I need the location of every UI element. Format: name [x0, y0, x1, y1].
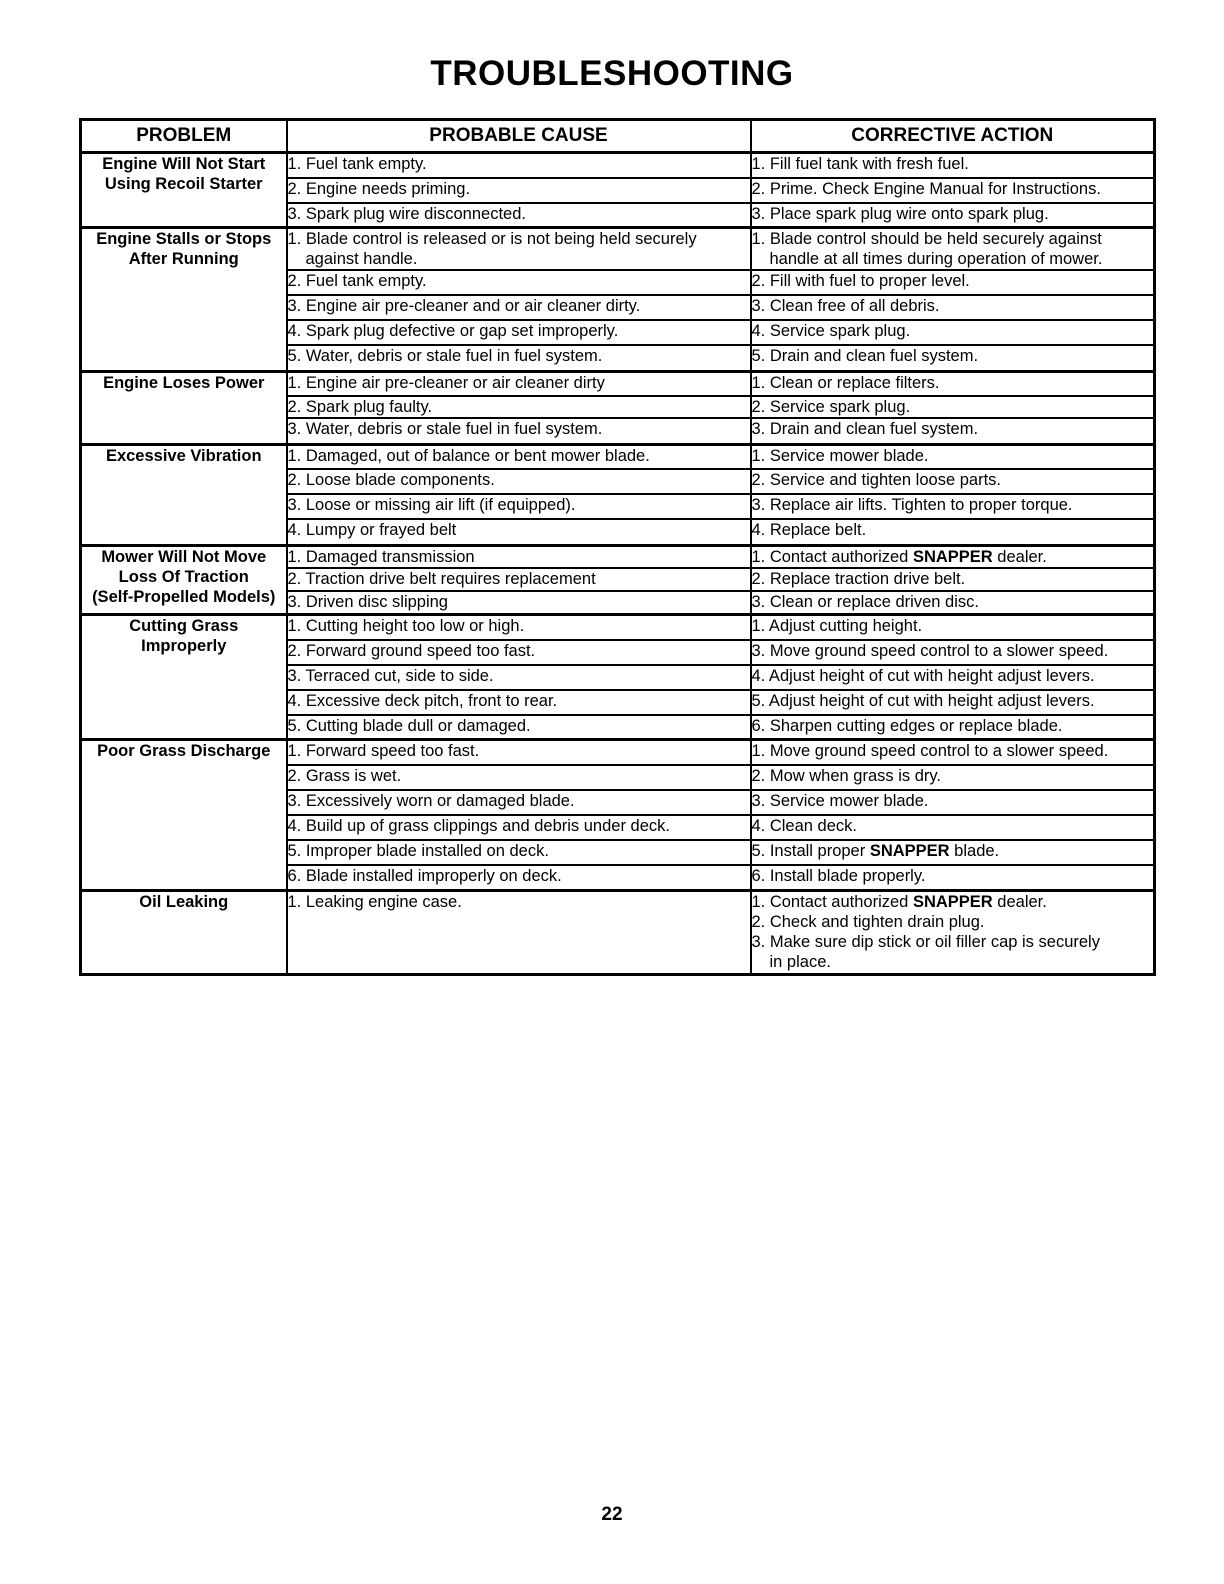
corrective-action-cell [751, 615, 1155, 640]
probable-cause-cell [287, 665, 751, 690]
action-text-post: dealer. [992, 547, 1047, 566]
brand-name: SNAPPER [869, 841, 950, 860]
action-text-continued: handle at all times during operation of mower. [769, 250, 1103, 268]
page-title: TROUBLESHOOTING [430, 54, 794, 93]
probable-cause-cell [287, 178, 751, 203]
corrective-action-cell [751, 815, 1155, 840]
action-text: 6. Install blade properly. [751, 866, 926, 885]
table-row [81, 153, 1155, 178]
probable-cause-cell [287, 519, 751, 545]
action-text: 4. Clean deck. [751, 816, 857, 835]
probable-cause-cell [287, 715, 751, 740]
corrective-action-cell [751, 371, 1155, 396]
action-text [752, 547, 1154, 567]
action-text: 5. Drain and clean fuel system. [751, 347, 979, 365]
probable-cause-cell [287, 418, 751, 444]
action-text [752, 892, 1154, 912]
action-text [752, 841, 1154, 861]
table-row [81, 371, 1155, 396]
problem-label: Cutting Grass Improperly [129, 617, 239, 655]
probable-cause-cell [287, 345, 751, 371]
corrective-action-cell [751, 891, 1155, 975]
brand-name: SNAPPER [912, 893, 993, 911]
action-text: 1. Adjust cutting height. [751, 617, 923, 635]
cause-text: 5. Cutting blade dull or damaged. [287, 716, 531, 735]
cause-text: 4. Build up of grass clippings and debris under deck. [287, 816, 670, 835]
corrective-action-cell [751, 418, 1155, 444]
probable-cause-cell [287, 203, 751, 228]
corrective-action-cell [751, 591, 1155, 615]
probable-cause-cell [287, 153, 751, 178]
action-text-continued: in place. [769, 953, 831, 971]
cause-text: 3. Engine air pre-cleaner and or air cleaner dirty. [287, 297, 641, 315]
header-probable-cause: PROBABLE CAUSE [287, 120, 751, 153]
action-text: 3. Replace air lifts. Tighten to proper torque. [751, 496, 1073, 514]
action-text: 3. Move ground speed control to a slower speed. [751, 641, 1109, 660]
corrective-action-cell [751, 153, 1155, 178]
probable-cause-cell [287, 545, 751, 568]
action-text: 2. Prime. Check Engine Manual for Instructions. [751, 179, 1101, 198]
action-text: 2. Service and tighten loose parts. [751, 471, 1001, 489]
probable-cause-cell [287, 591, 751, 615]
probable-cause-cell [287, 891, 751, 975]
problem-label: Poor Grass Discharge [97, 742, 271, 760]
corrective-action-cell [751, 640, 1155, 665]
problem-label: Oil Leaking [139, 893, 229, 911]
problem-label: Engine Will Not Start Using Recoil Starter [102, 155, 266, 193]
probable-cause-cell [287, 790, 751, 815]
corrective-action-cell [751, 444, 1155, 469]
corrective-action-cell [751, 320, 1155, 345]
cause-text: 1. Blade control is released or is not being held securely [287, 230, 697, 248]
problem-cell [81, 444, 287, 545]
action-text: 3. Service mower blade. [751, 791, 929, 810]
problem-cell [81, 153, 287, 228]
brand-name: SNAPPER [912, 547, 993, 566]
action-text: 1. Move ground speed control to a slower speed. [751, 742, 1109, 760]
action-text: 2. Service spark plug. [751, 398, 911, 416]
corrective-action-cell [751, 790, 1155, 815]
action-text: 2. Fill with fuel to proper level. [751, 272, 970, 290]
table-row [81, 444, 1155, 469]
cause-text: 3. Terraced cut, side to side. [287, 666, 494, 685]
corrective-action-cell [751, 519, 1155, 545]
corrective-action-cell [751, 545, 1155, 568]
action-text-post: dealer. [992, 893, 1047, 911]
cause-text: 2. Loose blade components. [287, 471, 495, 489]
probable-cause-cell [287, 371, 751, 396]
corrective-action-cell [751, 396, 1155, 418]
corrective-action-cell [751, 715, 1155, 740]
probable-cause-cell [287, 840, 751, 865]
probable-cause-cell [287, 469, 751, 494]
probable-cause-cell [287, 640, 751, 665]
corrective-action-cell [751, 228, 1155, 271]
problem-label: Engine Loses Power [103, 373, 265, 392]
problem-cell [81, 891, 287, 975]
probable-cause-cell [287, 615, 751, 640]
action-text: 1. Blade control should be held securely against [751, 230, 1102, 248]
cause-text: 1. Forward speed too fast. [287, 742, 480, 760]
cause-text-continued: against handle. [305, 250, 418, 268]
cause-text: 3. Loose or missing air lift (if equipped). [287, 496, 576, 514]
action-text: 3. Clean free of all debris. [751, 297, 940, 315]
table-row [81, 545, 1155, 568]
problem-cell [81, 371, 287, 444]
cause-text: 3. Driven disc slipping [287, 592, 448, 611]
cause-text: 6. Blade installed improperly on deck. [287, 866, 562, 885]
corrective-action-cell [751, 345, 1155, 371]
probable-cause-cell [287, 494, 751, 519]
probable-cause-cell [287, 320, 751, 345]
corrective-action-cell [751, 865, 1155, 891]
probable-cause-cell [287, 740, 751, 765]
action-text: 5. Adjust height of cut with height adjust levers. [751, 691, 1095, 710]
action-text: 3. Clean or replace driven disc. [751, 592, 979, 611]
probable-cause-cell [287, 568, 751, 591]
action-text: 1. Clean or replace filters. [751, 373, 940, 392]
problem-cell [81, 615, 287, 740]
action-text-pre: 1. Contact authorized [751, 547, 913, 566]
action-text-post: blade. [949, 841, 1000, 860]
probable-cause-cell [287, 228, 751, 271]
cause-text: 4. Excessive deck pitch, front to rear. [287, 691, 558, 710]
corrective-action-cell [751, 840, 1155, 865]
corrective-action-cell [751, 740, 1155, 765]
problem-cell [81, 740, 287, 891]
table-row [81, 891, 1155, 975]
action-text: 1. Service mower blade. [751, 446, 929, 465]
cause-text: 2. Traction drive belt requires replacement [287, 569, 596, 588]
cause-text: 3. Water, debris or stale fuel in fuel system. [287, 420, 603, 438]
cause-text: 1. Fuel tank empty. [287, 155, 427, 173]
action-text: 3. Drain and clean fuel system. [751, 420, 979, 438]
probable-cause-cell [287, 270, 751, 295]
table-row [81, 615, 1155, 640]
action-text: 4. Service spark plug. [751, 322, 911, 340]
action-text-pre: 5. Install proper [751, 841, 870, 860]
header-corrective-action: CORRECTIVE ACTION [751, 120, 1155, 153]
troubleshooting-table [79, 118, 1156, 976]
table-row [81, 228, 1155, 271]
cause-text: 2. Engine needs priming. [287, 179, 471, 198]
action-text-line: 2. Check and tighten drain plug. [751, 913, 985, 931]
probable-cause-cell [287, 765, 751, 790]
cause-text: 3. Excessively worn or damaged blade. [287, 791, 575, 810]
probable-cause-cell [287, 444, 751, 469]
page-number: 22 [601, 1504, 623, 1525]
probable-cause-cell [287, 295, 751, 320]
corrective-action-cell [751, 469, 1155, 494]
action-text: 3. Place spark plug wire onto spark plug. [751, 204, 1049, 223]
corrective-action-cell [751, 494, 1155, 519]
cause-text: 1. Engine air pre-cleaner or air cleaner dirty [287, 373, 605, 392]
cause-text: 4. Spark plug defective or gap set improperly. [287, 322, 619, 340]
action-text-line: 3. Make sure dip stick or oil filler cap is securely [751, 933, 1100, 951]
problem-label: Engine Stalls or Stops After Running [96, 230, 272, 268]
problem-cell [81, 545, 287, 615]
corrective-action-cell [751, 765, 1155, 790]
cause-text: 2. Spark plug faulty. [287, 398, 433, 416]
corrective-action-cell [751, 270, 1155, 295]
cause-text: 2. Fuel tank empty. [287, 272, 427, 290]
corrective-action-cell [751, 690, 1155, 715]
corrective-action-cell [751, 178, 1155, 203]
probable-cause-cell [287, 396, 751, 418]
cause-text: 2. Grass is wet. [287, 766, 402, 785]
action-text: 4. Adjust height of cut with height adjust levers. [751, 666, 1095, 685]
problem-label: Excessive Vibration [105, 446, 262, 465]
cause-text: 1. Cutting height too low or high. [287, 617, 525, 635]
problem-cell [81, 228, 287, 372]
cause-text: 5. Water, debris or stale fuel in fuel system. [287, 347, 603, 365]
cause-text: 1. Damaged, out of balance or bent mower blade. [287, 446, 650, 465]
action-text: 1. Fill fuel tank with fresh fuel. [751, 155, 969, 173]
cause-text: 5. Improper blade installed on deck. [287, 841, 549, 860]
cause-text: 1. Leaking engine case. [287, 893, 462, 911]
corrective-action-cell [751, 295, 1155, 320]
cause-text: 4. Lumpy or frayed belt [287, 521, 457, 539]
corrective-action-cell [751, 568, 1155, 591]
corrective-action-cell [751, 203, 1155, 228]
action-text: 2. Replace traction drive belt. [751, 569, 966, 588]
cause-text: 2. Forward ground speed too fast. [287, 641, 536, 660]
cause-text: 3. Spark plug wire disconnected. [287, 204, 526, 223]
header-problem: PROBLEM [81, 120, 287, 153]
probable-cause-cell [287, 815, 751, 840]
probable-cause-cell [287, 865, 751, 891]
table-row [81, 740, 1155, 765]
probable-cause-cell [287, 690, 751, 715]
action-text-pre: 1. Contact authorized [751, 893, 913, 911]
action-text: 6. Sharpen cutting edges or replace blade. [751, 716, 1063, 735]
problem-label: Mower Will Not Move Loss Of Traction (Self-Propelled Models) [92, 547, 276, 606]
action-text: 4. Replace belt. [751, 521, 867, 539]
corrective-action-cell [751, 665, 1155, 690]
action-text: 2. Mow when grass is dry. [751, 766, 942, 785]
cause-text: 1. Damaged transmission [287, 547, 475, 566]
